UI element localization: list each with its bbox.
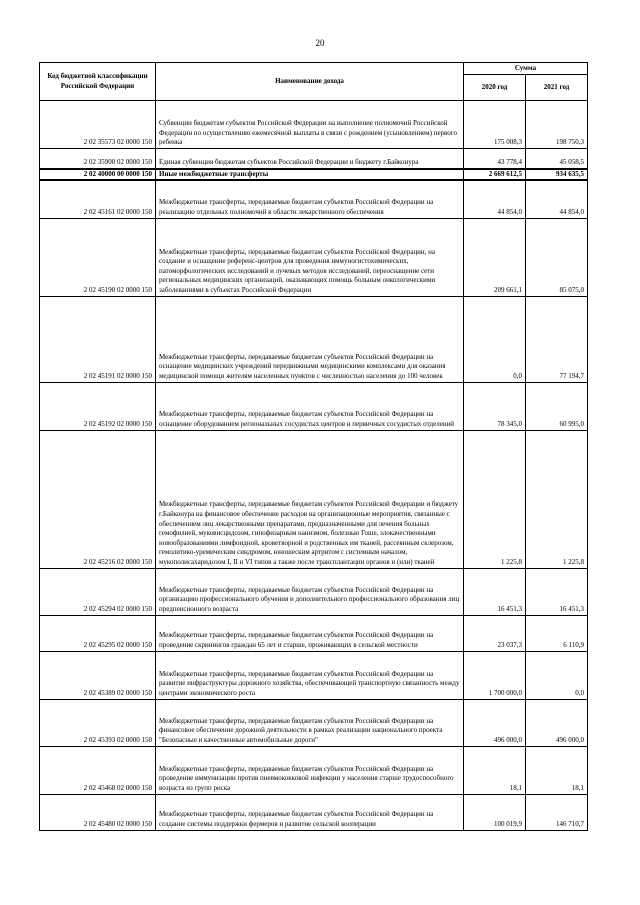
row-value-2021: 16 451,3 bbox=[526, 568, 588, 615]
row-name: Субвенции бюджетам субъектов Российской Федерации на выполнение полномочий Российской Федерации по осуществлению ежемесячной выплаты в связи с рождением (усыновлением) первого ребенка bbox=[156, 101, 464, 149]
row-value-2020: 175 008,3 bbox=[464, 101, 526, 149]
row-code: 2 02 40000 00 0000 150 bbox=[40, 169, 156, 181]
row-value-2020: 44 854,0 bbox=[464, 180, 526, 218]
table-row bbox=[40, 651, 588, 699]
row-value-2020: 100 019,9 bbox=[464, 794, 526, 830]
row-value-2021: 60 995,0 bbox=[526, 382, 588, 430]
row-value-2020: 496 000,0 bbox=[464, 699, 526, 746]
row-value-2020: 18,1 bbox=[464, 746, 526, 794]
row-value-2021: 198 750,3 bbox=[526, 101, 588, 149]
row-value-2021: 44 854,0 bbox=[526, 180, 588, 218]
table-row bbox=[40, 746, 588, 794]
income-table bbox=[39, 62, 588, 831]
page-number: 20 bbox=[315, 38, 325, 48]
row-code: 2 02 45216 02 0000 150 bbox=[40, 430, 156, 568]
row-value-2021: 146 710,7 bbox=[526, 794, 588, 830]
row-name: Межбюджетные трансферты, передаваемые бюджетам субъектов Российской Федерации на проведение иммунизации против пневмококковой инфекции у населения старше трудоспособного возраста из групп риска bbox=[156, 746, 464, 794]
table-row bbox=[40, 149, 588, 169]
row-value-2020: 2 669 612,5 bbox=[464, 169, 526, 181]
table-row bbox=[40, 101, 588, 149]
header-year-2020: 2020 год bbox=[464, 75, 526, 101]
table-row bbox=[40, 699, 588, 746]
row-value-2020: 209 661,1 bbox=[464, 218, 526, 296]
row-code: 2 02 35900 02 0000 150 bbox=[40, 149, 156, 169]
table-row bbox=[40, 382, 588, 430]
row-value-2021: 18,1 bbox=[526, 746, 588, 794]
row-name: Межбюджетные трансферты, передаваемые бюджетам субъектов Российской Федерации на создание системы поддержки фермеров и развитие сельской кооперации bbox=[156, 794, 464, 830]
row-name: Межбюджетные трансферты, передаваемые бюджетам субъектов Российской Федерации на оснащение оборудованием региональных сосудистых центров и первичных сосудистых отделений bbox=[156, 382, 464, 430]
row-name: Межбюджетные трансферты, передаваемые бюджетам субъектов Российской Федерации и бюджету г.Байконура на финансовое обеспечение расходов на организационные мероприятия, связанные с обеспечением лиц лекарственными препаратами, предназначенными для лечения больных гемофилией, муковисцидозом, гипофизарным нанизмом, болезнью Гоше, злокачественными новообразованиями лимфоидной, кроветворной и родственных им тканей, рассеянным склерозом, гемолитико-уремическим синдромом, юношеским артритом с системным началом, мукополисахаридозом I, II и VI типов а также после трансплантации органов и (или) тканей bbox=[156, 430, 464, 568]
row-value-2020: 23 037,3 bbox=[464, 615, 526, 651]
row-code: 2 02 45480 02 0000 150 bbox=[40, 794, 156, 830]
row-name: Межбюджетные трансферты, передаваемые бюджетам субъектов Российской Федерации на оснащение медицинских учреждений передвижными медицинскими комплексами для оказания медицинской помощи жителям населенных пунктов с численностью населения до 100 человек bbox=[156, 296, 464, 382]
row-name: Межбюджетные трансферты, передаваемые бюджетам субъектов Российской Федерации на финансовое обеспечение дорожной деятельности в рамках реализации национального проекта "Безопасные и качественные автомобильные дороги" bbox=[156, 699, 464, 746]
row-code: 2 02 45190 02 0000 150 bbox=[40, 218, 156, 296]
row-value-2020: 78 345,0 bbox=[464, 382, 526, 430]
table-row bbox=[40, 430, 588, 568]
table-row bbox=[40, 296, 588, 382]
table-row bbox=[40, 169, 588, 181]
row-value-2020: 0,0 bbox=[464, 296, 526, 382]
table-row bbox=[40, 615, 588, 651]
row-name: Межбюджетные трансферты, передаваемые бюджетам субъектов Российской Федерации, на создание и оснащение референс-центров для проведения иммуногистохимических, патоморфологических исследований и лучевых методов исследований, переоснащение сети региональных медицинских организаций, оказывающих помощь больным онкологическими заболеваниями в субъектах Российской Федерации bbox=[156, 218, 464, 296]
row-value-2021: 496 000,0 bbox=[526, 699, 588, 746]
row-code: 2 02 45294 02 0000 150 bbox=[40, 568, 156, 615]
row-name: Единая субвенция бюджетам субъектов Российской Федерации и бюджету г.Байконура bbox=[156, 149, 464, 169]
row-value-2021: 6 110,9 bbox=[526, 615, 588, 651]
row-name: Межбюджетные трансферты, передаваемые бюджетам субъектов Российской Федерации на организацию профессионального обучения и дополнительного профессионального образования лиц предпенсионного возраста bbox=[156, 568, 464, 615]
row-value-2020: 1 700 000,0 bbox=[464, 651, 526, 699]
row-name: Межбюджетные трансферты, передаваемые бюджетам субъектов Российской Федерации на проведение скринингов граждан 65 лет и старше, проживающих в сельской местности bbox=[156, 615, 464, 651]
row-code: 2 02 45295 02 0000 150 bbox=[40, 615, 156, 651]
header-sum: Сумма bbox=[464, 63, 588, 75]
row-code: 2 02 45161 02 0000 150 bbox=[40, 180, 156, 218]
row-name: Межбюджетные трансферты, передаваемые бюджетам субъектов Российской Федерации на реализацию отдельных полномочий в области лекарственного обеспечения bbox=[156, 180, 464, 218]
row-code: 2 02 45393 02 0000 150 bbox=[40, 699, 156, 746]
row-value-2021: 934 635,5 bbox=[526, 169, 588, 181]
row-value-2021: 0,0 bbox=[526, 651, 588, 699]
row-value-2020: 16 451,3 bbox=[464, 568, 526, 615]
row-code: 2 02 45389 02 0000 150 bbox=[40, 651, 156, 699]
row-value-2020: 43 778,4 bbox=[464, 149, 526, 169]
row-name: Иные межбюджетные трансферты bbox=[156, 169, 464, 181]
row-value-2021: 45 058,5 bbox=[526, 149, 588, 169]
header-code: Код бюджетной классификации Российской Федерации bbox=[40, 63, 156, 101]
table-row bbox=[40, 568, 588, 615]
table-row bbox=[40, 218, 588, 296]
row-value-2021: 1 225,8 bbox=[526, 430, 588, 568]
row-code: 2 02 35573 02 0000 150 bbox=[40, 101, 156, 149]
table-row bbox=[40, 180, 588, 218]
row-value-2021: 77 194,7 bbox=[526, 296, 588, 382]
row-code: 2 02 45192 02 0000 150 bbox=[40, 382, 156, 430]
row-value-2021: 85 075,0 bbox=[526, 218, 588, 296]
row-code: 2 02 45468 02 0000 150 bbox=[40, 746, 156, 794]
row-code: 2 02 45191 02 0000 150 bbox=[40, 296, 156, 382]
table-row bbox=[40, 794, 588, 830]
header-year-2021: 2021 год bbox=[526, 75, 588, 101]
row-name: Межбюджетные трансферты, передаваемые бюджетам субъектов Российской Федерации на развитие инфраструктуры дорожного хозяйства, обеспечивающей транспортную связанность между центрами экономического роста bbox=[156, 651, 464, 699]
header-name: Наименование дохода bbox=[156, 63, 464, 101]
row-value-2020: 1 225,8 bbox=[464, 430, 526, 568]
